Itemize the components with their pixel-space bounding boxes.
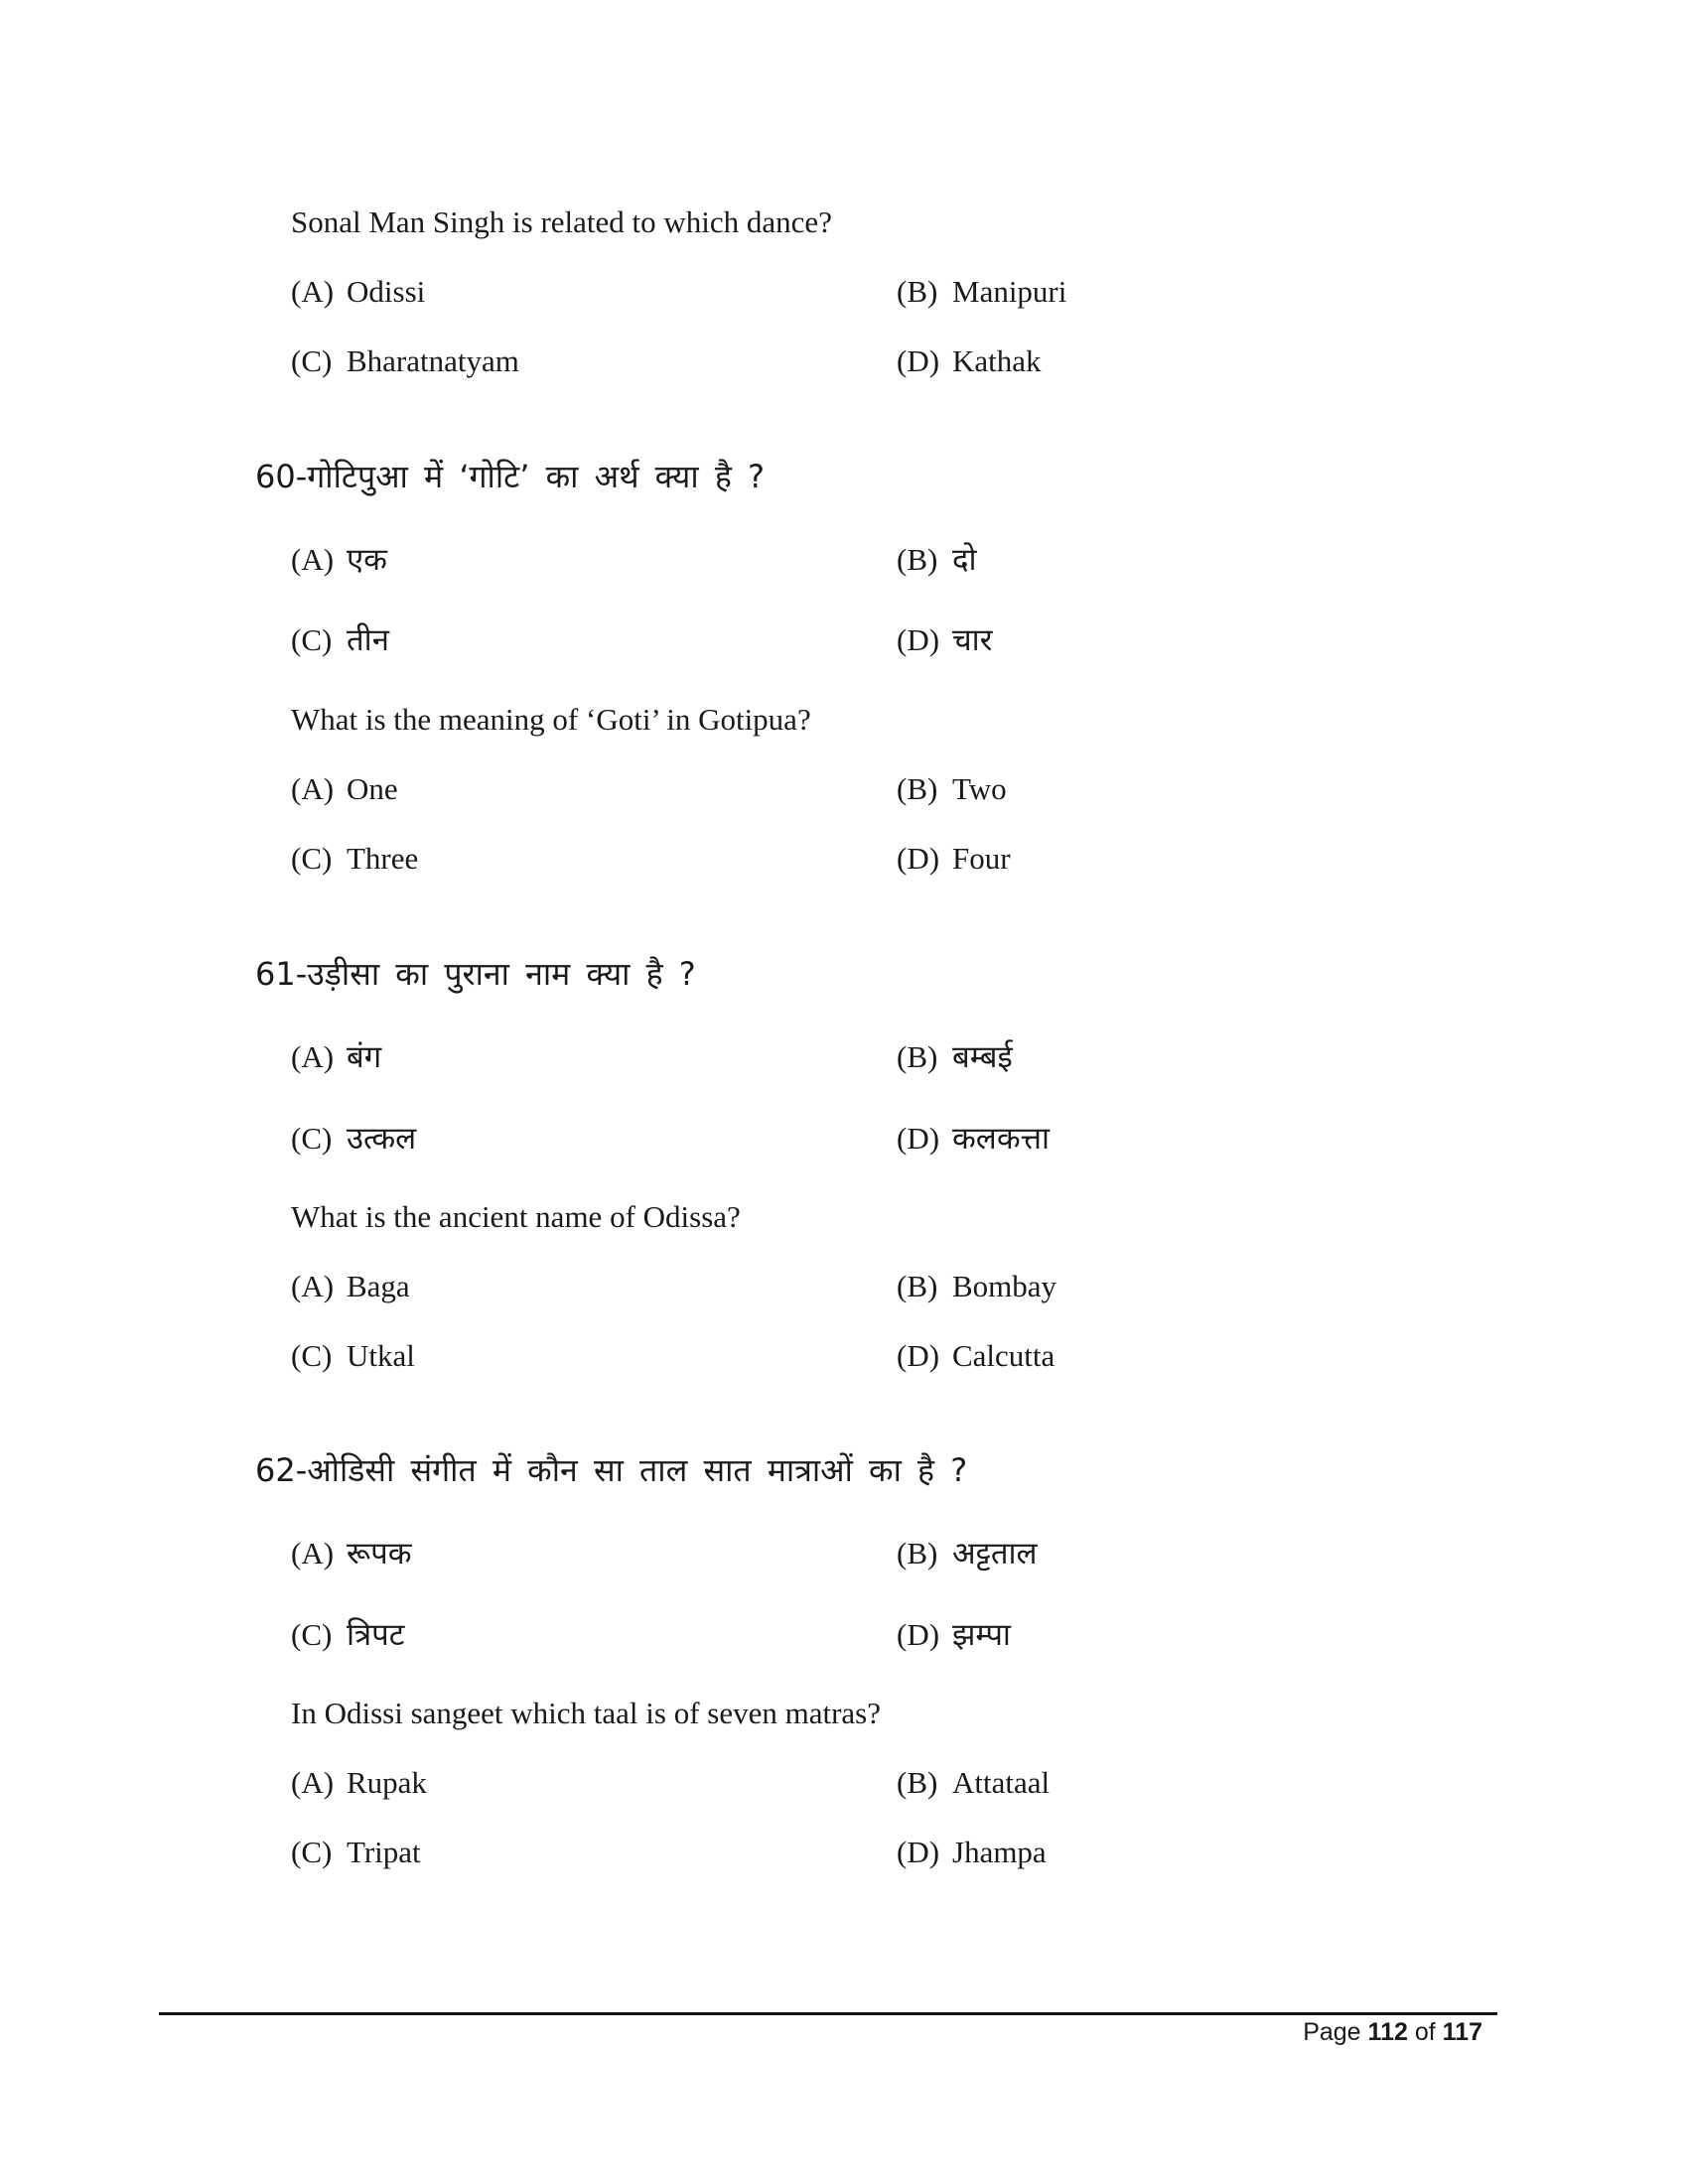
option-text: बम्बई (952, 1039, 1013, 1075)
option-60-hi-d (897, 624, 992, 656)
option-text: बंग (347, 1039, 382, 1075)
option-label: (A) (291, 274, 335, 309)
question-62-english: In Odissi sangeet which taal is of seven matras? (291, 1696, 881, 1730)
option-label: (D) (897, 841, 940, 876)
option-label: (C) (291, 343, 333, 378)
option-62-en-a (291, 1767, 427, 1798)
option-61-hi-d (897, 1123, 1050, 1155)
option-60-en-d (897, 843, 1011, 874)
option-label: (C) (291, 622, 333, 657)
option-label: (B) (897, 1269, 938, 1303)
option-label: (A) (291, 1536, 335, 1570)
option-text: Odissi (347, 274, 426, 309)
option-61-en-d (897, 1340, 1055, 1371)
option-62-en-d (897, 1837, 1047, 1867)
option-text: Three (347, 841, 419, 876)
option-61-en-b (897, 1271, 1056, 1301)
option-62-en-b (897, 1767, 1050, 1798)
option-62-hi-d (897, 1619, 1011, 1651)
option-text: एक (347, 542, 387, 578)
option-text: Attataal (952, 1765, 1051, 1800)
option-label: (A) (291, 1269, 335, 1303)
question-61-english: What is the ancient name of Odissa? (291, 1199, 741, 1234)
option-label: (A) (291, 1039, 335, 1074)
option-text: Bombay (952, 1269, 1057, 1303)
option-label: (C) (291, 1121, 333, 1156)
option-label: (C) (291, 841, 333, 876)
option-label: (B) (897, 1536, 938, 1570)
option-label: (D) (897, 1617, 940, 1652)
option-61-hi-b (897, 1041, 1013, 1073)
option-text: Baga (347, 1269, 410, 1303)
option-label: (C) (291, 1835, 333, 1869)
option-61-en-c (291, 1340, 415, 1371)
option-label: (D) (897, 622, 940, 657)
option-text: झम्पा (952, 1617, 1011, 1653)
option-label: (A) (291, 771, 335, 806)
option-59-c (291, 345, 519, 376)
page-word: Page (1303, 2018, 1361, 2046)
option-59-a (291, 276, 425, 307)
option-label: (C) (291, 1338, 333, 1373)
option-text: उत्कल (347, 1121, 417, 1157)
option-label: (B) (897, 542, 938, 577)
option-label: (B) (897, 1039, 938, 1074)
option-text: Utkal (347, 1338, 415, 1373)
current-page: 112 (1367, 2018, 1408, 2046)
option-62-en-c (291, 1837, 421, 1867)
page-number (1303, 2018, 1482, 2047)
option-text: त्रिपट (347, 1617, 405, 1653)
question-59-english: Sonal Man Singh is related to which dance? (291, 205, 832, 239)
option-label: (C) (291, 1617, 333, 1652)
option-text: Bharatnatyam (347, 343, 519, 378)
question-61-hindi: 61-उड़ीसा का पुराना नाम क्या है ? (255, 955, 696, 993)
option-label: (B) (897, 274, 938, 309)
option-text: Kathak (952, 343, 1042, 378)
option-text: Four (952, 841, 1011, 876)
option-text: Jhampa (952, 1835, 1047, 1869)
option-text: Tripat (347, 1835, 421, 1869)
option-text: Manipuri (952, 274, 1067, 309)
question-60-hindi: 60-गोटिपुआ में ‘गोटि’ का अर्थ क्या है ? (255, 458, 765, 495)
option-60-hi-a (291, 544, 387, 576)
option-61-en-a (291, 1271, 410, 1301)
option-62-hi-b (897, 1538, 1038, 1570)
option-text: अट्टताल (952, 1536, 1038, 1571)
option-text: दो (952, 542, 977, 578)
option-60-en-c (291, 843, 418, 874)
option-60-hi-b (897, 544, 977, 576)
option-label: (B) (897, 771, 938, 806)
footer-divider (159, 2012, 1497, 2015)
option-61-hi-a (291, 1041, 381, 1073)
option-60-hi-c (291, 624, 389, 656)
option-62-hi-c (291, 1619, 404, 1651)
option-text: रूपक (347, 1536, 412, 1571)
option-label: (B) (897, 1765, 938, 1800)
option-label: (A) (291, 1765, 335, 1800)
option-label: (D) (897, 343, 940, 378)
option-label: (D) (897, 1121, 940, 1156)
option-label: (A) (291, 542, 335, 577)
option-text: चार (952, 622, 993, 658)
option-text: One (347, 771, 398, 806)
of-word: of (1414, 2018, 1436, 2046)
option-label: (D) (897, 1835, 940, 1869)
option-text: कलकत्ता (952, 1121, 1051, 1157)
option-60-en-b (897, 773, 1007, 804)
option-text: Two (952, 771, 1007, 806)
option-59-d (897, 345, 1042, 376)
option-text: Rupak (347, 1765, 427, 1800)
option-label: (D) (897, 1338, 940, 1373)
question-60-english: What is the meaning of ‘Goti’ in Gotipua? (291, 702, 811, 737)
option-59-b (897, 276, 1066, 307)
option-61-hi-c (291, 1123, 416, 1155)
question-62-hindi: 62-ओडिसी संगीत में कौन सा ताल सात मात्राओं का है ? (255, 1451, 968, 1489)
option-text: तीन (347, 622, 389, 658)
total-pages: 117 (1442, 2018, 1482, 2046)
option-62-hi-a (291, 1538, 412, 1570)
option-60-en-a (291, 773, 398, 804)
option-text: Calcutta (952, 1338, 1055, 1373)
